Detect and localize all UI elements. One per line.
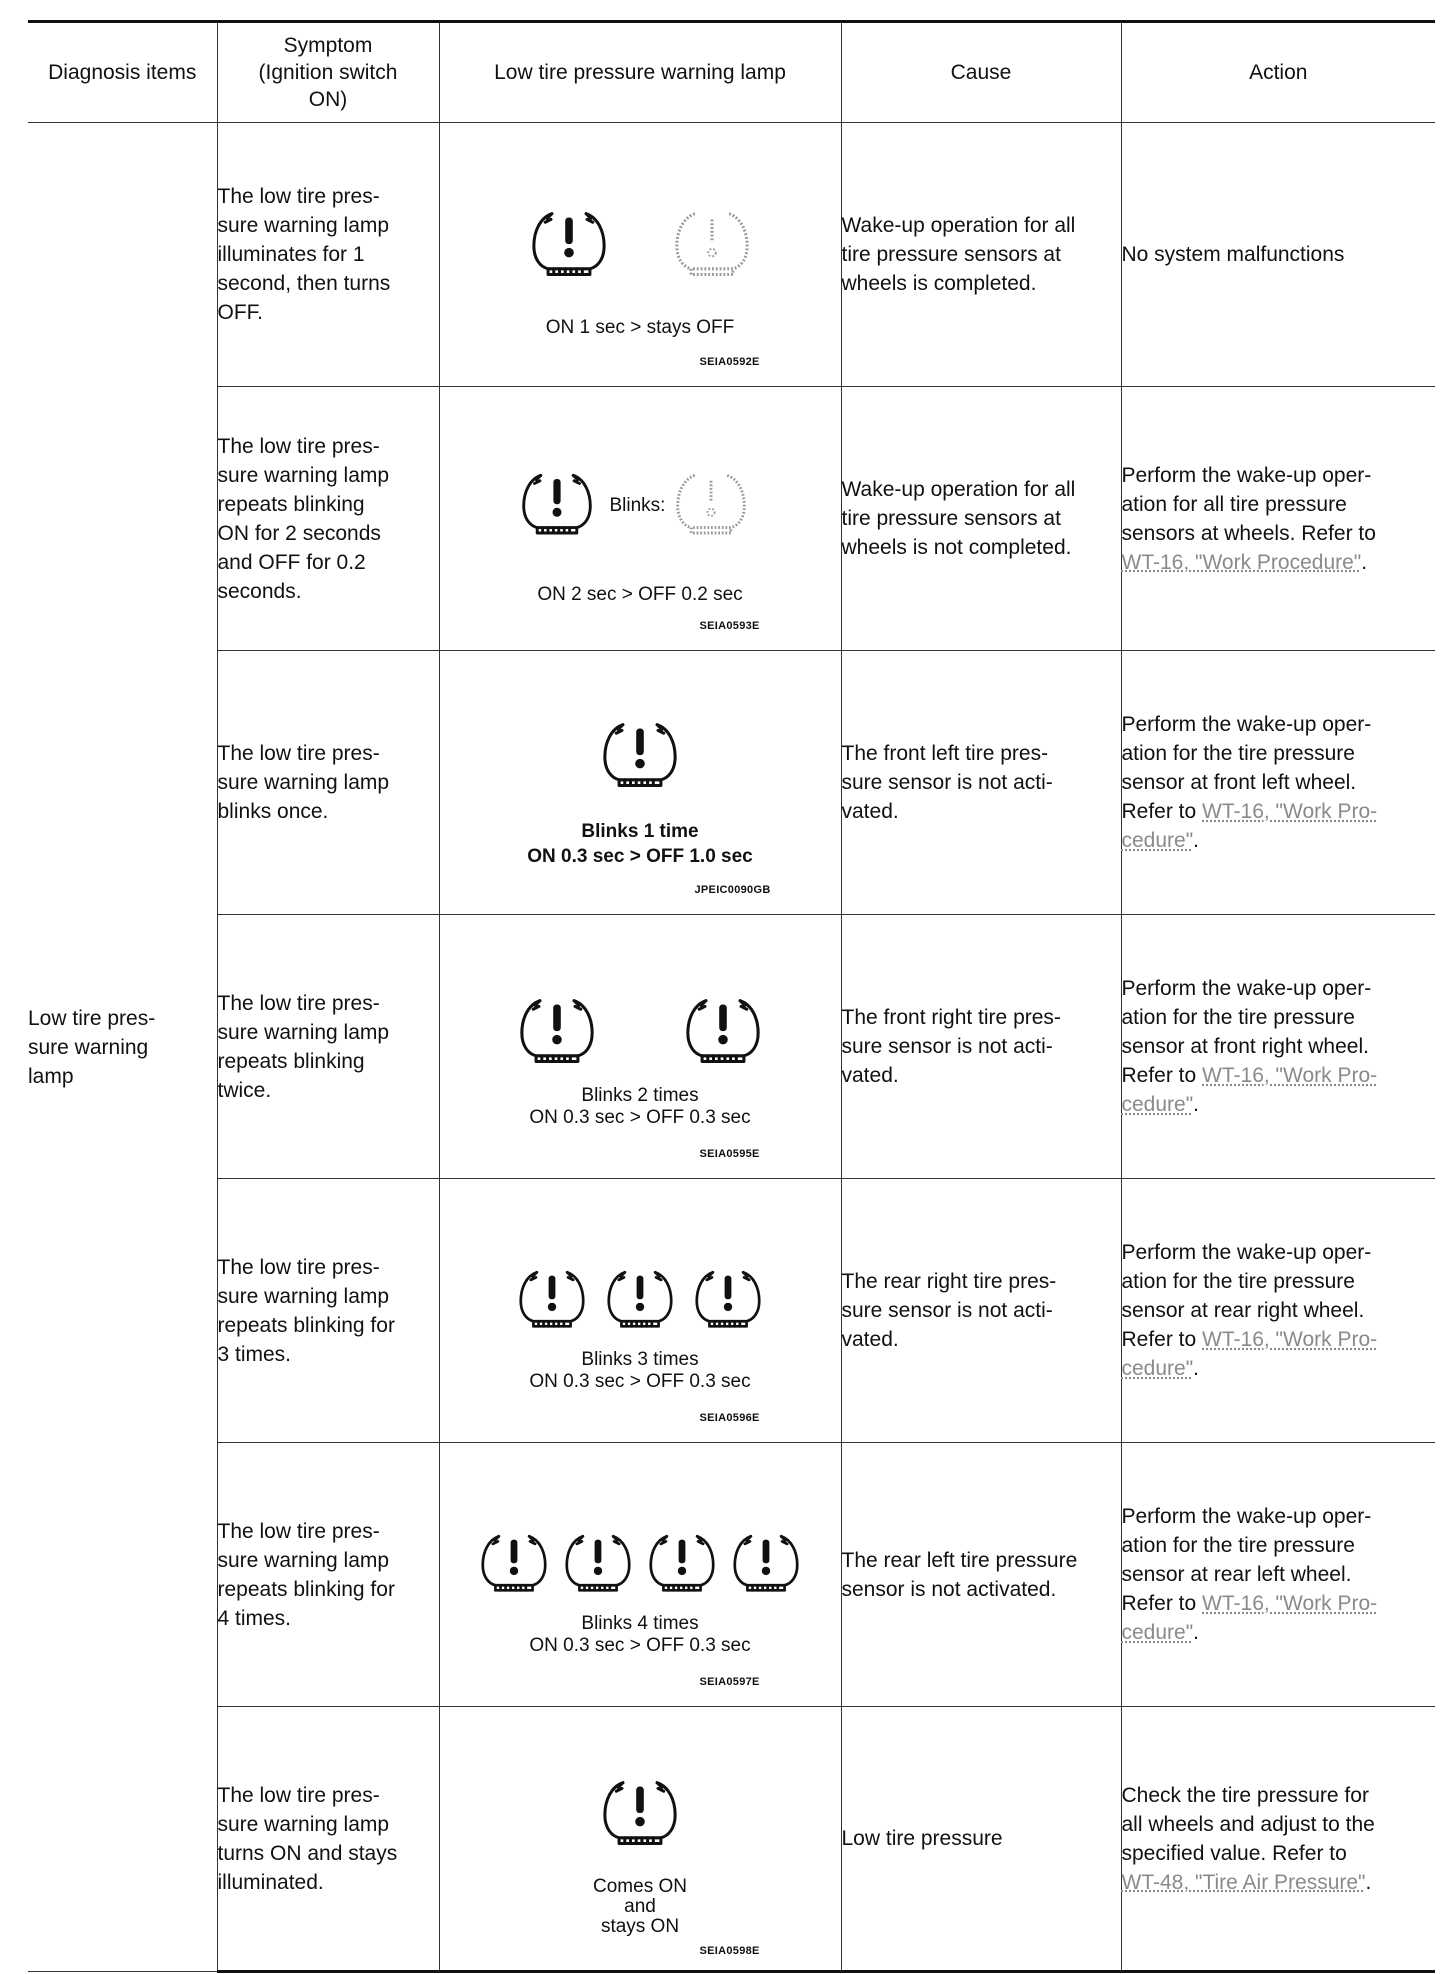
header-lamp-text: Low tire pressure warning lamp [494,61,786,84]
action-text-end: . [1361,550,1368,574]
figure-id: SEIA0596E [699,1412,760,1424]
tire-pressure-warning-icon [734,1536,796,1590]
lamp-figure-graphic [440,651,841,914]
cause-cell [841,387,1121,651]
header-symptom [217,22,439,123]
header-diagnosis [28,22,217,123]
work-procedure-link-part1[interactable]: WT-16, "Work Pro- [1202,1592,1378,1615]
figure-id: SEIA0592E [699,356,760,368]
figure-id: JPEIC0090GB [694,884,771,896]
symptom-cell [217,651,439,915]
action-text-end: . [1193,1357,1200,1380]
work-procedure-link-part2[interactable]: cedure" [1121,1621,1194,1644]
tire-pressure-warning-icon [533,214,603,275]
lamp-caption: Blinks 1 time ON 0.3 sec > OFF 1.0 sec [527,821,753,867]
lamp-figure [440,651,841,914]
symptom-text: The low tire pres- sure warning lamp blinks once. [217,742,390,823]
action-text-end: . [1193,1093,1200,1116]
cause-cell [841,1707,1121,1972]
lamp-figure-graphic [440,387,841,650]
action-cell [1121,123,1435,387]
action-text-end: . [1193,1621,1200,1644]
header-diagnosis-text: Diagnosis items [48,61,197,84]
action-cell [1121,387,1435,651]
table-row [28,1443,1435,1707]
lamp-figure-graphic [440,915,841,1178]
tire-pressure-warning-icon [523,475,590,533]
lamp-caption: Comes ON and stays ON [593,1876,687,1937]
lamp-figure-cell [439,1179,841,1443]
work-procedure-link-part2[interactable]: cedure" [1121,1357,1194,1380]
table-row [28,651,1435,915]
symptom-text: The low tire pres- sure warning lamp repeats blinking for 3 times. [217,1255,395,1366]
lamp-caption: ON 1 sec > stays OFF [545,317,735,338]
action-cell [1121,1707,1435,1972]
cause-cell [841,1443,1121,1707]
action-text: Perform the wake-up oper- ation for the tire pressure sensor at front right wheel. Refer to [1121,977,1372,1087]
diagnosis-table [28,20,1435,1973]
tire-pressure-warning-icon [566,1536,628,1590]
action-cell [1121,1179,1435,1443]
lamp-figure-graphic [440,123,841,386]
lamp-figure-cell [439,123,841,387]
figure-id: SEIA0598E [699,1945,760,1957]
tire-pressure-warning-icon [482,1536,544,1590]
lamp-figure [440,1443,841,1706]
tire-pressure-warning-icon [696,1272,758,1326]
symptom-text: The low tire pres- sure warning lamp repeats blinking ON for 2 seconds and OFF for 0.2 seconds. [217,434,390,603]
action-text: Perform the wake-up oper- ation for the tire pressure sensor at rear left wheel. Refer to [1121,1505,1372,1615]
work-procedure-link-part1[interactable]: WT-16, "Work Pro- [1202,800,1378,823]
symptom-text: The low tire pres- sure warning lamp repeats blinking twice. [217,991,390,1102]
cause-text: The front right tire pres- sure sensor is not acti- vated. [841,1006,1061,1087]
symptom-cell [217,1707,439,1972]
action-text: Perform the wake-up oper- ation for the tire pressure sensor at front left wheel. Refer to [1121,713,1372,823]
cause-text: The front left tire pres- sure sensor is not acti- vated. [841,742,1053,823]
work-procedure-link[interactable]: WT-16, "Work Procedure" [1121,550,1362,574]
table-row [28,387,1435,651]
table-row [28,1179,1435,1443]
tire-pressure-warning-icon [650,1536,712,1590]
work-procedure-link-part1[interactable]: WT-16, "Work Pro- [1202,1064,1378,1087]
figure-id: SEIA0595E [699,1148,760,1160]
lamp-caption: Blinks 4 times ON 0.3 sec > OFF 0.3 sec [529,1613,751,1656]
symptom-text: The low tire pres- sure warning lamp illuminates for 1 second, then turns OFF. [217,185,391,324]
lamp-caption: Blinks 3 times ON 0.3 sec > OFF 0.3 sec [529,1349,751,1392]
cause-cell [841,1179,1121,1443]
work-procedure-link-part2[interactable]: cedure" [1121,829,1194,852]
symptom-cell [217,915,439,1179]
lamp-caption: Blinks 2 times ON 0.3 sec > OFF 0.3 sec [529,1085,751,1128]
cause-cell [841,915,1121,1179]
lamp-figure-graphic [440,1179,841,1442]
lamp-figure-cell [439,1707,841,1972]
cause-text: Wake-up operation for all tire pressure sensors at wheels is completed. [841,214,1076,295]
tire-pressure-warning-icon [520,1272,582,1326]
symptom-cell [217,1443,439,1707]
action-text: Perform the wake-up oper- ation for all tire pressure sensors at wheels. Refer to [1121,463,1376,545]
table-header-row [28,22,1435,123]
symptom-text: The low tire pres- sure warning lamp turns ON and stays illuminated. [217,1783,398,1894]
cause-text: Wake-up operation for all tire pressure sensors at wheels is not completed. [841,478,1076,559]
tire-pressure-warning-off-icon [676,214,746,275]
lamp-caption: ON 2 sec > OFF 0.2 sec [537,584,743,605]
action-text: Perform the wake-up oper- ation for the tire pressure sensor at rear right wheel. Refer to [1121,1241,1372,1351]
tire-pressure-warning-icon [604,725,674,786]
tire-pressure-warning-icon [687,1001,757,1062]
cause-cell [841,123,1121,387]
diagnosis-item-cell [28,123,217,1972]
cause-cell [841,651,1121,915]
action-cell [1121,651,1435,915]
symptom-text: The low tire pres- sure warning lamp repeats blinking for 4 times. [217,1519,395,1630]
action-text: Check the tire pressure for all wheels and adjust to the specified value. Refer to [1121,1783,1375,1865]
lamp-figure [440,1707,841,1970]
tire-pressure-warning-icon [521,1001,591,1062]
action-text: No system malfunctions [1121,243,1345,266]
cause-text: The rear left tire pressure sensor is not activated. [841,1548,1078,1601]
lamp-figure [440,915,841,1178]
tire-air-pressure-link[interactable]: WT-48, "Tire Air Pressure" [1121,1870,1366,1894]
figure-id: SEIA0593E [699,620,760,632]
header-cause-text: Cause [950,61,1012,84]
header-symptom-text: Symptom (Ignition switch ON) [258,34,398,111]
action-text-end: . [1365,1870,1372,1894]
lamp-figure-cell [439,651,841,915]
lamp-figure-cell [439,1443,841,1707]
tire-pressure-warning-icon [608,1272,670,1326]
header-cause [841,22,1121,123]
cause-text: The rear right tire pres- sure sensor is not acti- vated. [841,1270,1057,1351]
diagnosis-item-text: Low tire pres- sure warning lamp [28,1006,156,1088]
lamp-figure [440,1179,841,1442]
blinks-label: Blinks: [609,495,666,516]
table-row [28,123,1435,387]
table-row [28,1707,1435,1972]
symptom-cell [217,387,439,651]
symptom-cell [217,123,439,387]
tire-pressure-warning-off-icon [677,475,744,533]
symptom-cell [217,1179,439,1443]
action-cell [1121,915,1435,1179]
lamp-figure-cell [439,915,841,1179]
header-lamp [439,22,841,123]
table-row [28,915,1435,1179]
work-procedure-link-part2[interactable]: cedure" [1121,1093,1194,1116]
cause-text: Low tire pressure [841,1827,1003,1850]
header-action-text: Action [1249,61,1308,84]
figure-id: SEIA0597E [699,1676,760,1688]
header-action [1121,22,1435,123]
lamp-figure [440,387,841,650]
tire-pressure-warning-icon [604,1783,674,1844]
action-cell [1121,1443,1435,1707]
work-procedure-link-part1[interactable]: WT-16, "Work Pro- [1202,1328,1378,1351]
action-text-end: . [1193,829,1200,852]
lamp-figure [440,123,841,386]
lamp-figure-cell [439,387,841,651]
lamp-figure-graphic [440,1443,841,1706]
